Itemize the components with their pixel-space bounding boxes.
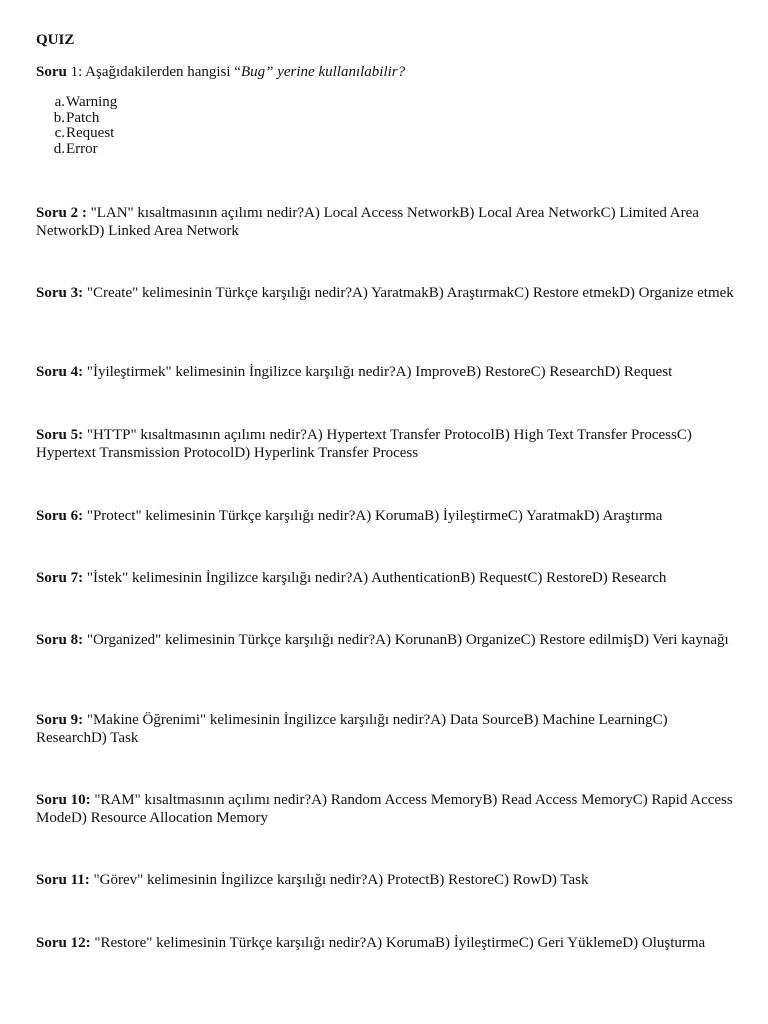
option-item (36, 111, 117, 127)
question-label: Soru 6: (36, 508, 84, 524)
question-text: "Restore" kelimesinin Türkçe karşılığı nedir?A) KorumaB) İyileştirmeC) Geri YüklemeD) Oluşturma (90, 935, 706, 951)
question-text: "Create" kelimesinin Türkçe karşılığı nedir?A) YaratmakB) AraştırmakC) Restore etmekD) Organize etmek (83, 285, 734, 301)
question-label: Soru 4: (36, 364, 84, 380)
option-item (36, 95, 117, 111)
option-letter: d. (53, 140, 65, 157)
question-8 (36, 631, 736, 649)
question-7 (36, 569, 736, 587)
question-text: "İstek" kelimesinin İngilizce karşılığı nedir?A) AuthenticationB) RequestC) RestoreD) Research (83, 570, 667, 586)
quiz-title: QUIZ (36, 32, 75, 48)
question-11 (36, 871, 736, 889)
option-text: Warning (66, 94, 118, 110)
question-6 (36, 507, 736, 525)
question-1-text: 1: Aşağıdakilerden hangisi “ (66, 64, 241, 80)
question-label: Soru 8: (36, 632, 84, 648)
question-9 (36, 711, 736, 747)
option-item (36, 126, 117, 142)
question-text: "Görev" kelimesinin İngilizce karşılığı nedir?A) ProtectB) RestoreC) RowD) Task (89, 872, 589, 888)
question-label: Soru 12: (36, 935, 91, 951)
question-label: Soru 7: (36, 570, 84, 586)
question-4 (36, 363, 736, 381)
option-letter: c. (54, 125, 65, 141)
question-1-italic-text: Bug” yerine kullanılabilir? (240, 64, 406, 80)
question-text: "RAM" kısaltmasının açılımı nedir?A) Random Access MemoryB) Read Access MemoryC) Rapid Access ModeD) Resource Allocation Memory (36, 792, 733, 826)
question-1-options (36, 95, 117, 157)
option-item (36, 142, 117, 158)
question-label: Soru 9: (36, 712, 84, 728)
question-1 (36, 64, 405, 81)
option-text: Error (66, 140, 98, 157)
question-text: "HTTP" kısaltmasının açılımı nedir?A) Hypertext Transfer ProtocolB) High Text Transfer ProcessC) Hypertext Transmission ProtocolD) Hyperlink Transfer Process (36, 427, 692, 461)
option-letter: b. (53, 109, 65, 126)
question-12 (36, 934, 736, 952)
question-label: Soru 10: (36, 792, 91, 808)
question-label: Soru 11: (36, 872, 90, 888)
question-label: Soru 2 : (36, 205, 87, 221)
question-10 (36, 791, 736, 827)
option-text: Patch (66, 109, 100, 126)
question-text: "Makine Öğrenimi" kelimesinin İngilizce karşılığı nedir?A) Data SourceB) Machine LearningC) ResearchD) Task (36, 712, 668, 746)
question-2 (36, 204, 736, 240)
question-text: "LAN" kısaltmasının açılımı nedir?A) Local Access NetworkB) Local Area NetworkC) Limited Area NetworkD) Linked Area Network (36, 205, 699, 239)
question-label: Soru 5: (36, 427, 84, 443)
question-3 (36, 284, 736, 302)
question-label: Soru 3: (36, 285, 84, 301)
question-text: "İyileştirmek" kelimesinin İngilizce karşılığı nedir?A) ImproveB) RestoreC) ResearchD) Request (83, 364, 673, 380)
question-5 (36, 426, 736, 462)
option-letter: a. (54, 94, 65, 110)
option-text: Request (66, 125, 115, 141)
question-text: "Organized" kelimesinin Türkçe karşılığı nedir?A) KorunanB) OrganizeC) Restore edilmişD) Veri kaynağı (83, 632, 729, 648)
question-1-label: Soru (36, 64, 67, 80)
question-text: "Protect" kelimesinin Türkçe karşılığı nedir?A) KorumaB) İyileştirmeC) YaratmakD) Araştırma (83, 508, 663, 524)
